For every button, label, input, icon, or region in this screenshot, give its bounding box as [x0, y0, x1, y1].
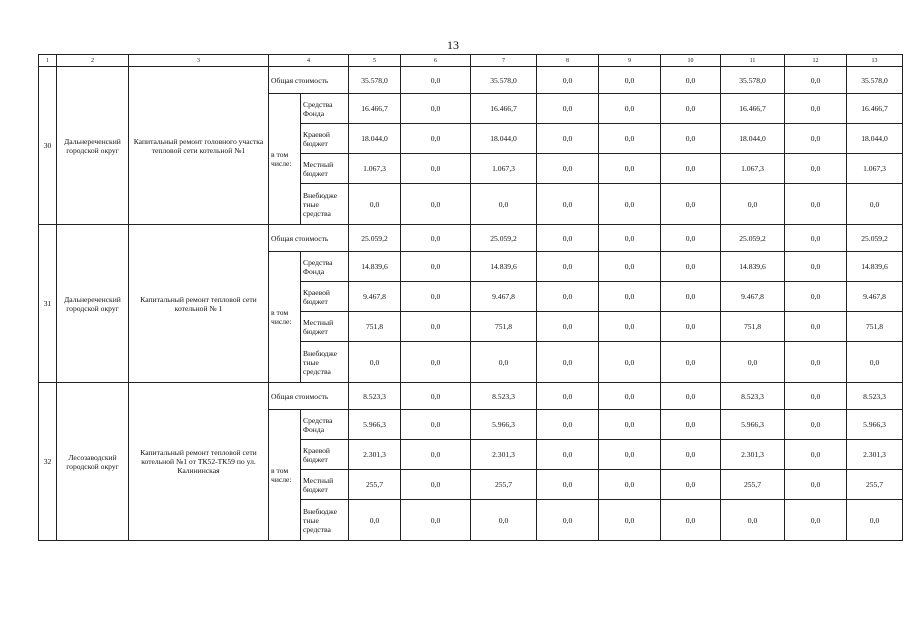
object-name: Капитальный ремонт тепловой сети котельной № 1 — [129, 225, 269, 383]
value-cell: 0,0 — [785, 154, 847, 184]
value-cell: 14.839,6 — [471, 252, 537, 282]
column-number-header: 1 — [39, 55, 57, 67]
value-cell: 35.578,0 — [721, 67, 785, 94]
value-cell: 255,7 — [349, 470, 401, 500]
value-cell: 0,0 — [661, 440, 721, 470]
object-name: Капитальный ремонт головного участка тепловой сети котельной №1 — [129, 67, 269, 225]
column-number-header: 9 — [599, 55, 661, 67]
value-cell: 0,0 — [661, 94, 721, 124]
column-number-header: 3 — [129, 55, 269, 67]
value-cell: 0,0 — [599, 252, 661, 282]
value-cell: 2.301,3 — [471, 440, 537, 470]
funding-source-label: Местный бюджет — [301, 154, 349, 184]
page-number: 13 — [447, 38, 459, 52]
value-cell: 0,0 — [599, 225, 661, 252]
value-cell: 5.966,3 — [471, 410, 537, 440]
value-cell: 0,0 — [537, 252, 599, 282]
value-cell: 0,0 — [537, 154, 599, 184]
funding-source-label: Средства Фонда — [301, 252, 349, 282]
value-cell: 0,0 — [599, 312, 661, 342]
value-cell: 0,0 — [401, 383, 471, 410]
value-cell: 16.466,7 — [349, 94, 401, 124]
value-cell: 0,0 — [401, 440, 471, 470]
region-name: Лесозаводский городской округ — [57, 383, 129, 541]
value-cell: 0,0 — [785, 124, 847, 154]
value-cell: 0,0 — [847, 342, 903, 383]
value-cell: 35.578,0 — [847, 67, 903, 94]
value-cell: 8.523,3 — [847, 383, 903, 410]
funding-source-label: Местный бюджет — [301, 312, 349, 342]
value-cell: 0,0 — [785, 342, 847, 383]
value-cell: 0,0 — [785, 470, 847, 500]
value-cell: 9.467,8 — [847, 282, 903, 312]
column-number-header: 2 — [57, 55, 129, 67]
value-cell: 18.044,0 — [471, 124, 537, 154]
value-cell: 0,0 — [401, 124, 471, 154]
object-name: Капитальный ремонт тепловой сети котельной №1 от ТК52-ТК59 по ул. Калининская — [129, 383, 269, 541]
value-cell: 0,0 — [537, 383, 599, 410]
column-number-header: 7 — [471, 55, 537, 67]
value-cell: 18.044,0 — [847, 124, 903, 154]
value-cell: 0,0 — [661, 383, 721, 410]
value-cell: 0,0 — [661, 124, 721, 154]
table-body — [39, 55, 903, 541]
value-cell: 0,0 — [599, 94, 661, 124]
value-cell: 16.466,7 — [471, 94, 537, 124]
value-cell: 1.067,3 — [471, 154, 537, 184]
value-cell: 0,0 — [661, 225, 721, 252]
value-cell: 0,0 — [401, 470, 471, 500]
value-cell: 0,0 — [661, 410, 721, 440]
value-cell: 0,0 — [847, 500, 903, 541]
value-cell: 1.067,3 — [721, 154, 785, 184]
value-cell: 5.966,3 — [721, 410, 785, 440]
funding-source-label: Местный бюджет — [301, 470, 349, 500]
table-row — [39, 383, 903, 410]
table-row — [39, 225, 903, 252]
value-cell: 0,0 — [785, 500, 847, 541]
value-cell: 0,0 — [537, 470, 599, 500]
value-cell: 0,0 — [537, 440, 599, 470]
value-cell: 0,0 — [661, 312, 721, 342]
value-cell: 35.578,0 — [471, 67, 537, 94]
value-cell: 0,0 — [401, 252, 471, 282]
value-cell: 0,0 — [661, 67, 721, 94]
value-cell: 0,0 — [599, 282, 661, 312]
value-cell: 0,0 — [401, 342, 471, 383]
value-cell: 0,0 — [661, 154, 721, 184]
column-number-header: 5 — [349, 55, 401, 67]
value-cell: 0,0 — [537, 282, 599, 312]
value-cell: 35.578,0 — [349, 67, 401, 94]
value-cell: 0,0 — [537, 410, 599, 440]
value-cell: 8.523,3 — [721, 383, 785, 410]
value-cell: 0,0 — [401, 225, 471, 252]
value-cell: 0,0 — [599, 383, 661, 410]
value-cell: 0,0 — [349, 342, 401, 383]
value-cell: 0,0 — [599, 124, 661, 154]
value-cell: 751,8 — [349, 312, 401, 342]
row-number: 32 — [39, 383, 57, 541]
value-cell: 0,0 — [661, 282, 721, 312]
value-cell: 0,0 — [847, 184, 903, 225]
value-cell: 5.966,3 — [349, 410, 401, 440]
value-cell: 16.466,7 — [847, 94, 903, 124]
value-cell: 0,0 — [599, 500, 661, 541]
value-cell: 14.839,6 — [349, 252, 401, 282]
funding-source-label: Краевой бюджет — [301, 282, 349, 312]
value-cell: 0,0 — [401, 312, 471, 342]
value-cell: 0,0 — [599, 184, 661, 225]
value-cell: 0,0 — [785, 440, 847, 470]
value-cell: 1.067,3 — [847, 154, 903, 184]
funding-source-label: Внебюдже тные средства — [301, 184, 349, 225]
value-cell: 16.466,7 — [721, 94, 785, 124]
value-cell: 0,0 — [537, 67, 599, 94]
value-cell: 0,0 — [537, 342, 599, 383]
value-cell: 25.059,2 — [471, 225, 537, 252]
value-cell: 0,0 — [537, 500, 599, 541]
region-name: Дальнереченский городской округ — [57, 225, 129, 383]
total-cost-label: Общая стоимость — [269, 383, 349, 410]
value-cell: 0,0 — [537, 184, 599, 225]
value-cell: 0,0 — [785, 252, 847, 282]
value-cell: 0,0 — [471, 184, 537, 225]
value-cell: 255,7 — [847, 470, 903, 500]
value-cell: 25.059,2 — [847, 225, 903, 252]
row-number: 30 — [39, 67, 57, 225]
value-cell: 0,0 — [599, 154, 661, 184]
value-cell: 0,0 — [599, 410, 661, 440]
funding-source-label: Внебюдже тные средства — [301, 342, 349, 383]
value-cell: 0,0 — [785, 94, 847, 124]
value-cell: 0,0 — [785, 225, 847, 252]
column-number-header: 10 — [661, 55, 721, 67]
value-cell: 0,0 — [785, 282, 847, 312]
value-cell: 25.059,2 — [721, 225, 785, 252]
row-number: 31 — [39, 225, 57, 383]
value-cell: 0,0 — [471, 342, 537, 383]
value-cell: 0,0 — [401, 94, 471, 124]
column-number-header: 11 — [721, 55, 785, 67]
value-cell: 0,0 — [599, 470, 661, 500]
column-number-header: 12 — [785, 55, 847, 67]
value-cell: 0,0 — [537, 312, 599, 342]
column-number-header: 6 — [401, 55, 471, 67]
column-number-header: 4 — [269, 55, 349, 67]
value-cell: 18.044,0 — [721, 124, 785, 154]
value-cell: 0,0 — [537, 225, 599, 252]
value-cell: 751,8 — [721, 312, 785, 342]
value-cell: 0,0 — [599, 342, 661, 383]
value-cell: 9.467,8 — [721, 282, 785, 312]
value-cell: 8.523,3 — [471, 383, 537, 410]
value-cell: 0,0 — [401, 410, 471, 440]
value-cell: 0,0 — [349, 184, 401, 225]
including-label: в том числе: — [269, 410, 301, 541]
value-cell: 9.467,8 — [471, 282, 537, 312]
value-cell: 0,0 — [401, 154, 471, 184]
total-cost-label: Общая стоимость — [269, 67, 349, 94]
value-cell: 8.523,3 — [349, 383, 401, 410]
including-label: в том числе: — [269, 252, 301, 383]
funding-source-label: Средства Фонда — [301, 94, 349, 124]
value-cell: 0,0 — [599, 440, 661, 470]
value-cell: 14.839,6 — [721, 252, 785, 282]
value-cell: 18.044,0 — [349, 124, 401, 154]
value-cell: 0,0 — [537, 124, 599, 154]
column-number-header: 13 — [847, 55, 903, 67]
value-cell: 0,0 — [661, 252, 721, 282]
value-cell: 255,7 — [471, 470, 537, 500]
region-name: Дальнереченский городской округ — [57, 67, 129, 225]
table-row — [39, 67, 903, 94]
funding-table — [38, 54, 903, 541]
value-cell: 0,0 — [785, 184, 847, 225]
value-cell: 0,0 — [785, 67, 847, 94]
value-cell: 9.467,8 — [349, 282, 401, 312]
value-cell: 0,0 — [537, 94, 599, 124]
funding-source-label: Средства Фонда — [301, 410, 349, 440]
value-cell: 14.839,6 — [847, 252, 903, 282]
value-cell: 0,0 — [661, 342, 721, 383]
value-cell: 751,8 — [847, 312, 903, 342]
value-cell: 0,0 — [401, 184, 471, 225]
including-label: в том числе: — [269, 94, 301, 225]
column-number-header: 8 — [537, 55, 599, 67]
value-cell: 1.067,3 — [349, 154, 401, 184]
funding-source-label: Краевой бюджет — [301, 440, 349, 470]
value-cell: 0,0 — [721, 184, 785, 225]
value-cell: 5.966,3 — [847, 410, 903, 440]
value-cell: 0,0 — [785, 383, 847, 410]
value-cell: 0,0 — [721, 342, 785, 383]
value-cell: 0,0 — [785, 410, 847, 440]
value-cell: 0,0 — [661, 184, 721, 225]
value-cell: 0,0 — [401, 67, 471, 94]
value-cell: 2.301,3 — [847, 440, 903, 470]
funding-source-label: Краевой бюджет — [301, 124, 349, 154]
header-row — [39, 55, 903, 67]
value-cell: 2.301,3 — [349, 440, 401, 470]
value-cell: 751,8 — [471, 312, 537, 342]
value-cell: 0,0 — [661, 500, 721, 541]
value-cell: 0,0 — [599, 67, 661, 94]
value-cell: 0,0 — [471, 500, 537, 541]
value-cell: 0,0 — [401, 500, 471, 541]
value-cell: 255,7 — [721, 470, 785, 500]
total-cost-label: Общая стоимость — [269, 225, 349, 252]
value-cell: 0,0 — [349, 500, 401, 541]
value-cell: 0,0 — [661, 470, 721, 500]
funding-source-label: Внебюдже тные средства — [301, 500, 349, 541]
value-cell: 2.301,3 — [721, 440, 785, 470]
value-cell: 0,0 — [785, 312, 847, 342]
value-cell: 0,0 — [721, 500, 785, 541]
value-cell: 25.059,2 — [349, 225, 401, 252]
value-cell: 0,0 — [401, 282, 471, 312]
